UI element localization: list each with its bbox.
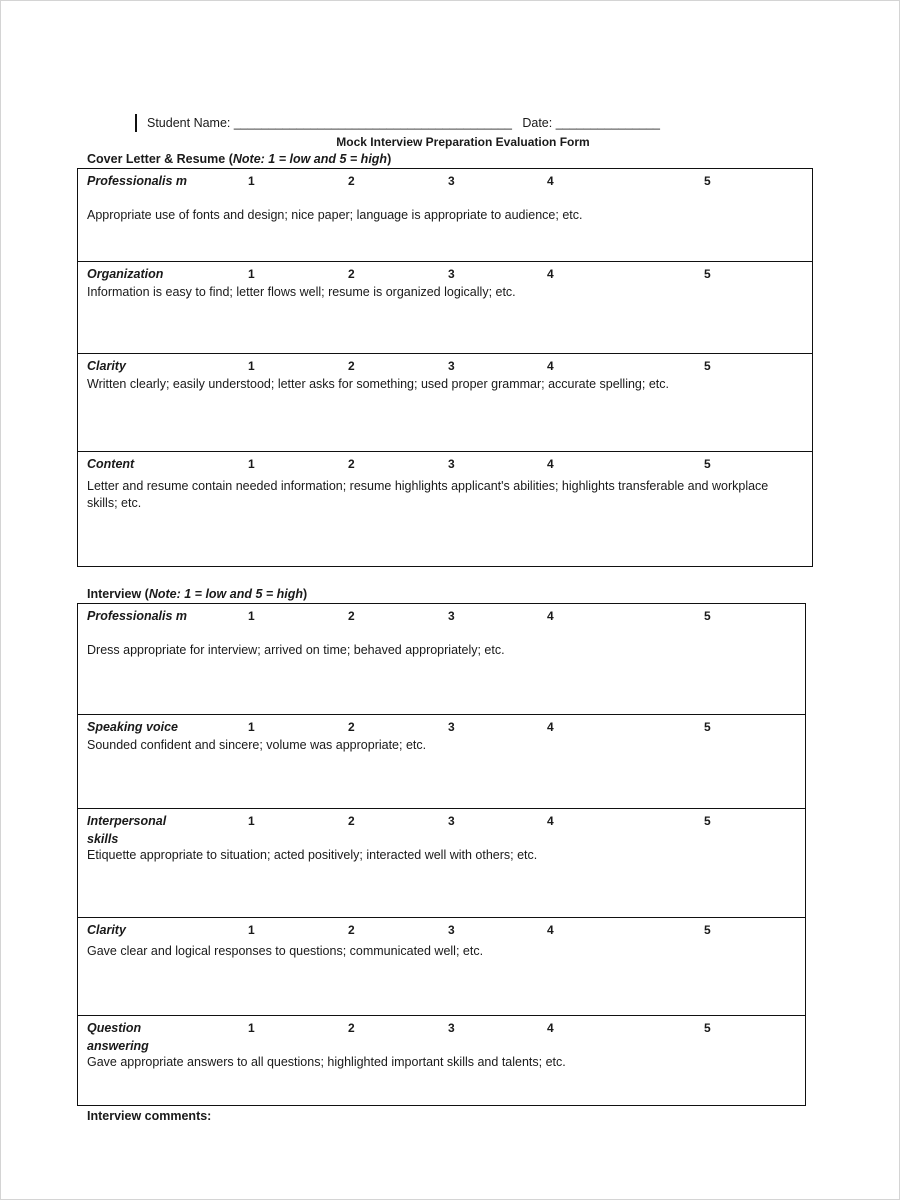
criterion-name: Speaking voice: [87, 720, 179, 734]
criterion-row: [78, 917, 805, 1015]
score-option-2: 2: [348, 814, 355, 828]
score-option-3: 3: [448, 359, 455, 373]
score-option-4: 4: [547, 814, 554, 828]
score-option-2: 2: [348, 720, 355, 734]
score-option-2: 2: [348, 267, 355, 281]
text-cursor: [135, 114, 137, 132]
score-option-1: 1: [248, 174, 255, 188]
criterion-description: Appropriate use of fonts and design; nice paper; language is appropriate to audience; etc.: [87, 208, 583, 222]
score-option-1: 1: [248, 609, 255, 623]
criterion-name: Clarity: [87, 359, 126, 373]
score-option-1: 1: [248, 457, 255, 471]
score-option-4: 4: [547, 720, 554, 734]
score-option-3: 3: [448, 609, 455, 623]
score-option-3: 3: [448, 457, 455, 471]
score-option-3: 3: [448, 923, 455, 937]
score-option-5: 5: [704, 923, 711, 937]
score-option-4: 4: [547, 923, 554, 937]
score-option-3: 3: [448, 174, 455, 188]
score-option-5: 5: [704, 720, 711, 734]
score-option-3: 3: [448, 814, 455, 828]
score-option-1: 1: [248, 814, 255, 828]
score-option-4: 4: [547, 609, 554, 623]
criterion-name: Content: [87, 457, 135, 471]
criterion-row: [78, 353, 812, 451]
interview-table: [77, 603, 806, 1106]
score-option-1: 1: [248, 267, 255, 281]
score-option-1: 1: [248, 923, 255, 937]
score-option-2: 2: [348, 1021, 355, 1035]
criterion-description: Information is easy to find; letter flows well; resume is organized logically; etc.: [87, 285, 516, 299]
criterion-description: Gave appropriate answers to all questions; highlighted important skills and talents; etc.: [87, 1055, 566, 1069]
score-option-5: 5: [704, 174, 711, 188]
score-option-2: 2: [348, 457, 355, 471]
criterion-name: Professionalis m: [87, 174, 188, 188]
score-option-1: 1: [248, 720, 255, 734]
criterion-row: [78, 451, 812, 566]
criterion-description: Dress appropriate for interview; arrived on time; behaved appropriately; etc.: [87, 643, 505, 657]
form-title: Mock Interview Preparation Evaluation Form: [336, 135, 590, 149]
score-option-1: 1: [248, 359, 255, 373]
criterion-row: [78, 604, 805, 714]
criterion-row: [78, 169, 812, 261]
criterion-name: Clarity: [87, 923, 126, 937]
rating-note: Note: 1 = low and 5 = high: [148, 587, 304, 601]
criterion-description: Etiquette appropriate to situation; acted positively; interacted well with others; etc.: [87, 848, 538, 862]
interview-comments-label: Interview comments:: [87, 1109, 212, 1123]
score-option-3: 3: [448, 720, 455, 734]
score-option-4: 4: [547, 174, 554, 188]
score-option-5: 5: [704, 457, 711, 471]
criterion-row: [78, 808, 805, 917]
score-option-4: 4: [547, 267, 554, 281]
criterion-description: Gave clear and logical responses to questions; communicated well; etc.: [87, 944, 484, 958]
criterion-name: Interpersonal skills: [87, 814, 167, 846]
rating-note: Note: 1 = low and 5 = high: [232, 152, 388, 166]
criterion-row: [78, 714, 805, 808]
score-option-2: 2: [348, 609, 355, 623]
criterion-description: Written clearly; easily understood; letter asks for something; used proper grammar; accurate spelling; etc.: [87, 377, 669, 391]
section-heading-interview: Interview (Note: 1 = low and 5 = high): [87, 587, 308, 601]
score-option-3: 3: [448, 267, 455, 281]
cover-letter-resume-table: [77, 168, 813, 567]
score-option-4: 4: [547, 1021, 554, 1035]
score-option-2: 2: [348, 174, 355, 188]
score-option-5: 5: [704, 814, 711, 828]
score-option-2: 2: [348, 923, 355, 937]
criterion-description: Letter and resume contain needed information; resume highlights applicant's abilities; highlights transferable and workplace skills; etc.: [87, 479, 769, 510]
score-option-5: 5: [704, 359, 711, 373]
score-option-3: 3: [448, 1021, 455, 1035]
score-option-5: 5: [704, 267, 711, 281]
score-option-4: 4: [547, 359, 554, 373]
score-option-2: 2: [348, 359, 355, 373]
score-option-5: 5: [704, 1021, 711, 1035]
criterion-name: Organization: [87, 267, 164, 281]
criterion-description: Sounded confident and sincere; volume was appropriate; etc.: [87, 738, 427, 752]
criterion-name: Question answering: [87, 1021, 149, 1053]
criterion-name: Professionalis m: [87, 609, 188, 623]
score-option-5: 5: [704, 609, 711, 623]
score-option-4: 4: [547, 457, 554, 471]
score-option-1: 1: [248, 1021, 255, 1035]
student-name-date-line: Student Name: ________________________________________ Date: _______________: [147, 116, 660, 130]
section-heading-cover-letter: Cover Letter & Resume (Note: 1 = low and 5 = high): [87, 152, 392, 166]
criterion-row: [78, 261, 812, 353]
criterion-row: [78, 1015, 805, 1107]
